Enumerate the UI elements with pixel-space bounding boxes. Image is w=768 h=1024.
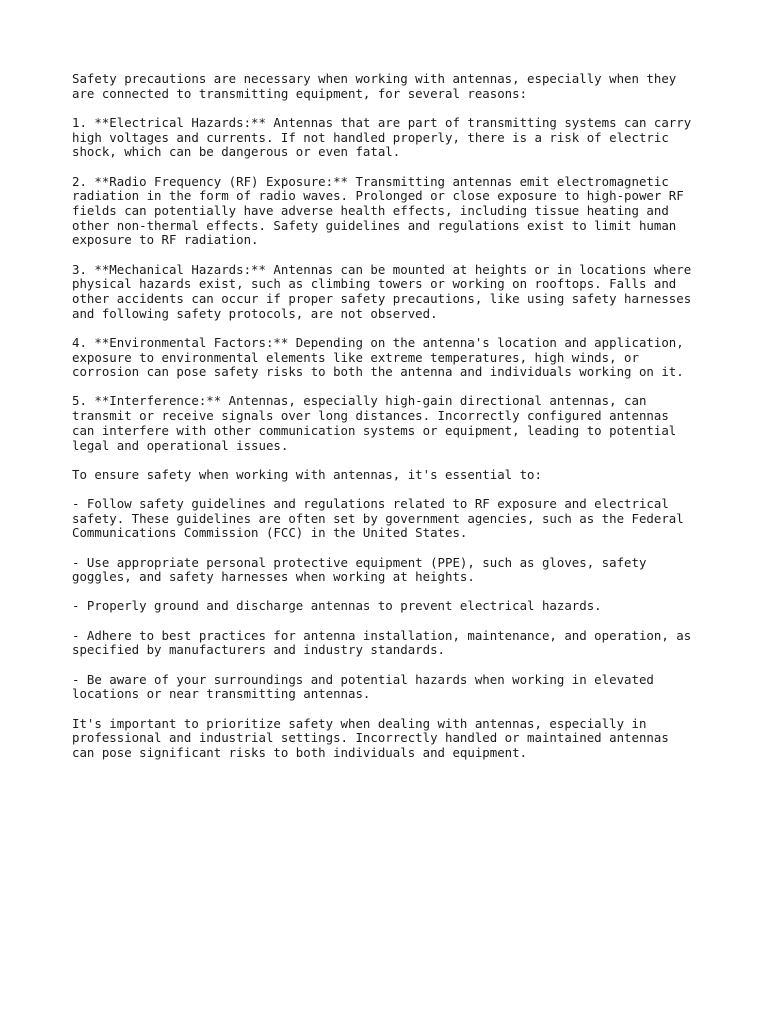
bullet-be-aware: - Be aware of your surroundings and potential hazards when working in elevated locations or near transmitting antennas. <box>72 671 654 702</box>
electrical-hazards-paragraph: 1. **Electrical Hazards:** Antennas that are part of transmitting systems can carry high voltages and currents. If not handled properly, there is a risk of electric shock, which can be dangerous or even fatal. <box>72 114 692 160</box>
mechanical-hazards-paragraph: 3. **Mechanical Hazards:** Antennas can be mounted at heights or in locations where physical hazards exist, such as climbing towers or working on rooftops. Falls and other accidents can occur if proper safety precautions, like using safety harnesses and following safety protocols, are not observed. <box>72 261 692 321</box>
environmental-factors-paragraph: 4. **Environmental Factors:** Depending on the antenna's location and application, exposure to environmental elements like extreme temperatures, high winds, or corrosion can pose safety risks to both the antenna and individuals working on it. <box>72 334 684 380</box>
bullet-best-practices: - Adhere to best practices for antenna installation, maintenance, and operation, as specified by manufacturers and industry standards. <box>72 627 692 658</box>
intro-paragraph: Safety precautions are necessary when working with antennas, especially when they are connected to transmitting equipment, for several reasons: <box>72 71 677 101</box>
rf-exposure-paragraph: 2. **Radio Frequency (RF) Exposure:** Transmitting antennas emit electromagnetic radiation in the form of radio waves. Prolonged or close exposure to high-power RF fields can potentially have adverse health effects, including tissue heating and other non-thermal effects. Safety guidelines and regulations exist to limit human exposure to RF radiation. <box>72 173 684 248</box>
document-page <box>72 72 712 775</box>
bullet-ground-antennas: - Properly ground and discharge antennas to prevent electrical hazards. <box>72 598 602 614</box>
closing-paragraph: It's important to prioritize safety when dealing with antennas, especially in professional and industrial settings. Incorrectly handled or maintained antennas can pose significant risks to both individuals and equipment. <box>72 715 669 760</box>
ensure-safety-paragraph: To ensure safety when working with antennas, it's essential to: <box>72 466 542 482</box>
bullet-use-ppe: - Use appropriate personal protective equipment (PPE), such as gloves, safety goggles, and safety harnesses when working at heights. <box>72 554 647 585</box>
bullet-follow-guidelines: - Follow safety guidelines and regulations related to RF exposure and electrical safety. These guidelines are often set by government agencies, such as the Federal Communications Commission (FCC) in the United States. <box>72 495 684 541</box>
interference-paragraph: 5. **Interference:** Antennas, especially high-gain directional antennas, can transmit or receive signals over long distances. Incorrectly configured antennas can interfere with other communication systems or equipment, leading to potential legal and operational issues. <box>72 393 677 453</box>
